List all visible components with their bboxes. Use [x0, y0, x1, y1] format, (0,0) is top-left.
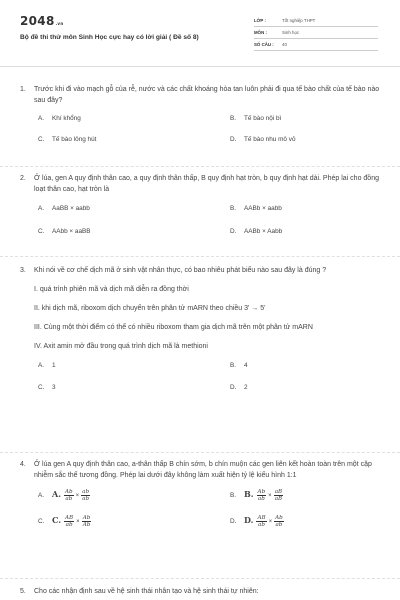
logo-suffix: .vn [55, 21, 64, 26]
question-number: 5. [20, 588, 26, 595]
statement-4: IV. Axit amin mở đầu trong quá trình dịch mã là methioni [34, 343, 208, 350]
question-5 [20, 586, 380, 597]
fraction [64, 489, 74, 502]
question-1 [20, 84, 380, 148]
option-c[interactable] [38, 515, 92, 528]
statement-2: II. khi dịch mã, riboxom dịch chuyển trên phân tử mARN theo chiều 3' → 5' [34, 305, 266, 312]
option-text: 4 [244, 362, 248, 369]
question-2 [20, 173, 380, 240]
option-text: 2 [244, 384, 248, 391]
fraction-numerator: AB [257, 515, 266, 521]
option-letter: A. [38, 492, 45, 500]
question-text: Ở lúa, gen A quy định thân cao, a quy định thân thấp, B quy định hạt tròn, b quy định hạt dài. Phép lai cho đồng loạt thân cao, hạt tròn là [34, 175, 379, 193]
question-separator [0, 166, 400, 167]
question-text: Trước khi đi vào mạch gỗ của rễ, nước và các chất khoáng hòa tan luôn phải đi qua tế bào chất của tế bào nào sau đây? [34, 86, 380, 104]
fraction-numerator: Ab [257, 489, 266, 495]
question-separator [0, 452, 400, 453]
times-sign: × [76, 519, 80, 526]
option-letter: C. [38, 384, 45, 391]
fraction-numerator: AB [65, 515, 74, 521]
fraction-numerator: ab [82, 489, 90, 495]
fraction-numerator: Ab [65, 489, 73, 495]
option-letter: D. [230, 518, 237, 526]
document-meta [254, 15, 378, 51]
options-row [38, 134, 380, 148]
option-text: Tế bào nội bì [244, 115, 282, 122]
meta-row-subject [254, 27, 378, 39]
option-b[interactable] [230, 203, 282, 214]
option-letter: A. [38, 115, 45, 122]
option-text: Tế bào lông hút [52, 136, 97, 143]
fraction-denominator: ab [275, 522, 283, 529]
options-row [38, 360, 380, 374]
option-text: 1 [52, 362, 56, 369]
option-letter: A. [38, 205, 45, 212]
fraction-numerator: aB [274, 489, 283, 495]
meta-value: Sinh học [282, 30, 300, 35]
fraction-denominator: Ab [82, 522, 91, 529]
option-b[interactable] [230, 360, 248, 371]
question-text: Ở lúa gen A quy định thân cao, a-thân thấp B chín sớm, b chín muộn các gen liên kết hoàn toàn trên một cặp nhiễm sắc thể tương đồng. Phép lai dưới đây không làm xuất hiện tỷ lệ kiểu hình 1:1 [34, 461, 372, 479]
question-3 [20, 265, 380, 396]
option-d[interactable] [230, 226, 282, 237]
meta-label: SỐ CÂU : [254, 42, 274, 47]
option-letter: D. [230, 228, 237, 235]
option-letter: B. [230, 492, 237, 500]
options-row [38, 489, 380, 507]
question-text: Cho các nhận định sau về hệ sinh thái nhân tạo và hệ sinh thái tự nhiên: [34, 588, 259, 595]
option-letter: B. [230, 115, 237, 122]
site-logo[interactable] [20, 14, 63, 28]
option-text: AABb × Aabb [244, 228, 283, 235]
option-letter: C. [38, 136, 45, 143]
logo-text: 2048 [20, 14, 55, 28]
option-d[interactable] [230, 515, 285, 528]
option-d[interactable] [230, 134, 296, 145]
option-c[interactable] [38, 134, 96, 145]
fraction-denominator: ab [65, 522, 73, 529]
fraction-denominator: ab [257, 496, 265, 503]
option-letter: B. [230, 205, 237, 212]
fraction-denominator: ab [65, 496, 73, 503]
option-b[interactable] [230, 113, 281, 124]
option-letter: D. [230, 136, 237, 143]
options-row [38, 113, 380, 127]
option-bold-letter: B. [244, 489, 254, 500]
option-b[interactable] [230, 489, 284, 502]
option-a[interactable] [38, 489, 91, 502]
meta-row-class [254, 15, 378, 27]
fraction-numerator: Ab [275, 515, 283, 521]
meta-row-count [254, 39, 378, 51]
times-sign: × [268, 519, 273, 526]
option-text: Khí khổng [52, 115, 81, 122]
option-d[interactable] [230, 382, 248, 393]
option-c[interactable] [38, 382, 56, 393]
fraction [274, 515, 284, 528]
option-text: Tế bào nhu mô vỏ [244, 136, 296, 143]
option-bold-letter: D. [244, 515, 254, 526]
fraction [257, 489, 267, 502]
fraction [82, 515, 92, 528]
fraction-denominator: ab [82, 496, 90, 503]
question-separator [0, 578, 400, 579]
meta-label: LỚP : [254, 18, 266, 23]
fraction [64, 515, 74, 528]
times-sign: × [268, 493, 272, 500]
options-row [38, 203, 380, 217]
option-letter: C. [38, 228, 45, 235]
statement-1: I. quá trình phiên mã và dịch mã diễn ra đồng thời [34, 286, 189, 293]
option-letter: D. [230, 384, 237, 391]
question-separator [0, 256, 400, 257]
question-number: 2. [20, 175, 26, 182]
meta-label: MÔN : [254, 30, 267, 35]
option-text: AaBB × aabb [52, 205, 90, 212]
question-text: Khi nói về cơ chế dịch mã ở sinh vật nhân thực, có bao nhiêu phát biểu nào sau đây là đúng ? [34, 267, 327, 274]
option-bold-letter: C. [52, 515, 62, 526]
option-bold-letter: A. [52, 489, 61, 500]
option-text: AAbb × aaBB [52, 228, 91, 235]
fraction [81, 489, 90, 502]
option-letter: B. [230, 362, 237, 369]
options-row [38, 382, 380, 396]
question-number: 1. [20, 86, 26, 93]
document-header [0, 0, 400, 62]
header-divider [0, 66, 400, 67]
option-text: 3 [52, 384, 56, 391]
meta-value: Tốt nghiệp THPT [282, 18, 316, 23]
fraction-numerator: Ab [82, 515, 91, 521]
option-letter: A. [38, 362, 45, 369]
question-number: 4. [20, 461, 26, 468]
question-number: 3. [20, 267, 26, 274]
option-a[interactable] [38, 113, 81, 124]
meta-value: 40 [282, 42, 287, 47]
question-4 [20, 459, 380, 533]
option-a[interactable] [38, 360, 56, 371]
document-title: Bộ đề thi thử môn Sinh Học cực hay có lời giải ( Đề số 8) [20, 34, 199, 41]
fraction [274, 489, 283, 502]
option-letter: C. [38, 518, 45, 526]
fraction-denominator: ab [258, 522, 265, 529]
option-a[interactable] [38, 203, 90, 214]
statement-3: III. Cùng một thời điểm có thể có nhiều riboxom tham gia dịch mã trên một phân tử mARN [34, 324, 313, 331]
option-c[interactable] [38, 226, 91, 237]
fraction [256, 515, 266, 528]
times-sign: × [75, 493, 80, 500]
options-row [38, 515, 380, 533]
option-text: AABb × aabb [244, 205, 282, 212]
options-row [38, 226, 380, 240]
fraction-denominator: aB [274, 496, 283, 503]
